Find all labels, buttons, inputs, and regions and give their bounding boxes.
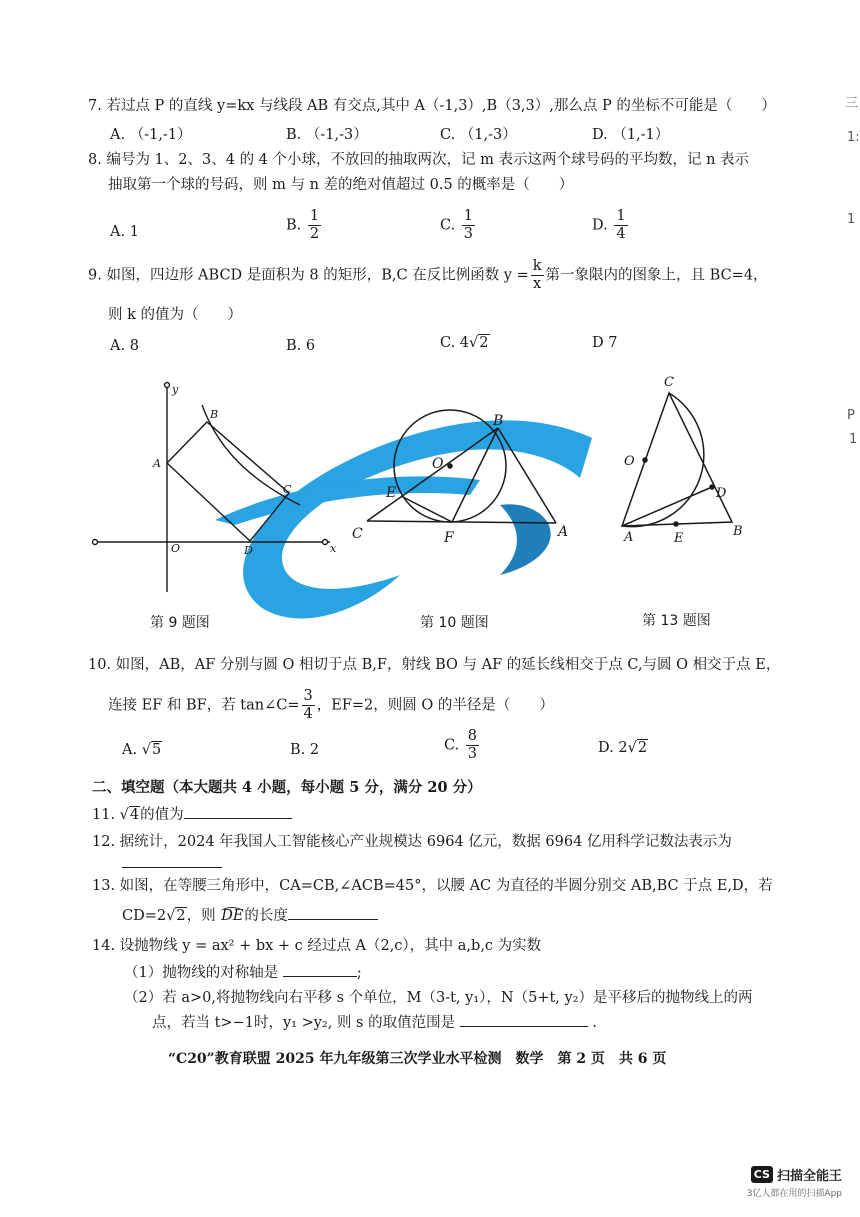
q8-c-fraction: $\frac{1}{3}$ [463,208,474,242]
q7-stem: 7. 若过点 P 的直线 y=kx 与线段 AB 有交点,其中 A（-1,3）,B（3,3）,那么点 P 的坐标不可能是（ ） [88,98,776,114]
q14-part2-line1: （2）若 a>0,将抛物线向右平移 s 个单位，M（3-t, y₁），N（5+t, y₂）是平移后的抛物线上的两 [124,990,753,1006]
q10-d-sqrt: √2 [627,740,648,756]
q7-option-d: D. （1,-1） [592,127,670,143]
fig10-label-o: O [432,456,444,472]
fig9-label-b: B [210,408,219,421]
fig10-label-e: E [386,485,397,501]
q7-option-b: B. （-1,-3） [286,127,368,143]
q14-part2-line2: 点，若当 t>−1时，y₁ >y₂, 则 s 的取值范围是 . [152,1012,597,1033]
q8-option-b: B. $\frac{1}{2}$ [286,208,320,242]
q11: 11. √4的值为 [92,804,292,825]
section-2-heading: 二、填空题（本大题共 4 小题，每小题 5 分，满分 20 分） [92,779,482,796]
fig10-label-f: F [444,530,454,546]
edge-mark-3: 1 [847,212,856,227]
q9-line2: 则 k 的值为（ ） [108,307,243,323]
fig13-triangle [622,393,732,526]
q11-answer-blank[interactable] [184,804,292,819]
fig9-label-c: C [283,483,292,496]
q10-a-sqrt: √5 [141,742,162,758]
q13-line1: 13. 如图，在等腰三角形中，CA=CB,∠ACB=45°，以腰 AC 为直径的半圆分别交 AB,BC 于点 E,D，若 [92,878,773,894]
q14-part1: （1）抛物线的对称轴是 ; [124,962,362,983]
q10-line2: 连接 EF 和 BF，若 tan∠C= $\frac{3}{4}$ ，EF=2，则圆 O 的半径是（ ） [108,688,554,722]
figure-9-caption: 第 9 题图 [150,615,210,631]
q14-part1-blank[interactable] [283,962,357,977]
q9-option-c: C. 4√2 [440,335,489,351]
q10-option-b: B. 2 [290,742,320,758]
scanner-tagline: 3亿人都在用的扫描App [746,1189,842,1199]
q9-c-sqrt: √2 [469,335,489,351]
q13-line2: CD=2√2，则 DE的长度 [122,905,378,926]
q11-sqrt: √4 [119,807,140,823]
q13-sqrt: √2 [166,908,186,924]
fig10-line-ef [401,496,452,522]
scanner-badge-icon: CS [751,1166,773,1183]
fig9-label-x: x [330,542,337,555]
q9-option-d: D 7 [592,335,618,351]
q10-option-a: A. √5 [122,742,162,758]
figure-13-caption: 第 13 题图 [642,613,711,629]
q10-line1: 10. 如图，AB，AF 分别与圆 O 相切于点 B,F，射线 BO 与 AF 的延长线相交于点 C,与圆 O 相交于点 E， [88,657,781,673]
q13-arc-de: DE [221,908,244,924]
fig13-label-o: O [624,454,635,469]
edge-mark-2: 1: [847,130,860,145]
q9-fraction: $\frac{k}{x}$ [532,258,542,292]
q7-option-c: C. （1,-3） [440,127,517,143]
figure-9-labels [152,383,337,557]
fig13-label-c: C [664,375,674,390]
fig10-label-a: A [558,524,569,540]
q9-option-a: A. 8 [110,338,139,354]
q10-fraction: $\frac{3}{4}$ [303,688,313,722]
q8-option-d: D. $\frac{1}{4}$ [592,208,626,242]
fig9-label-y: y [172,383,179,396]
fig13-label-e: E [674,531,684,546]
q8-line1: 8. 编号为 1、2、3、4 的 4 个小球，不放回的抽取两次，记 m 表示这两个球号码的平均数，记 n 表示 [88,152,750,168]
fig9-label-o: O [171,542,181,555]
q10-c-fraction: $\frac{8}{3}$ [467,728,478,762]
q8-option-a: A. 1 [110,224,139,240]
fig9-label-d: D [244,544,253,557]
q14-part2-blank[interactable] [460,1012,588,1027]
q8-d-fraction: $\frac{1}{4}$ [616,208,626,242]
fig13-label-b: B [733,524,743,539]
page-footer: “C20”教育联盟 2025 年九年级第三次学业水平检测 数学 第 2 页 共 6 页 [168,1051,667,1067]
fig10-label-c: C [352,526,363,542]
scanner-app-name: 扫描全能王 [776,1169,842,1184]
q10-option-d: D. 2√2 [598,740,648,756]
q12-blank-line [122,853,222,874]
fig13-label-d: D [716,486,727,501]
figure-13 [622,393,732,527]
q14-line1: 14. 设抛物线 y = ax² + bx + c 经过点 A（2,c），其中 a,b,c 为实数 [92,938,542,954]
edge-mark-1: 三 [845,96,859,111]
q12-line1: 12. 据统计，2024 年我国人工智能核心产业规模达 6964 亿元，数据 6964 亿用科学记数法表示为 [92,834,732,850]
figure-13-labels [623,375,743,546]
q7-option-a: A. （-1,-1） [110,127,192,143]
q9-option-b: B. 6 [286,338,316,354]
q8-line2: 抽取第一个球的号码，则 m 与 n 差的绝对值超过 0.5 的概率是（ ） [108,177,574,193]
q8-b-fraction: $\frac{1}{2}$ [309,208,320,242]
fig10-label-b: B [493,413,504,429]
fig13-label-a: A [624,530,634,545]
fig13-line-ad [622,487,712,526]
watermark-logo [215,420,592,618]
q10-option-c: C. $\frac{8}{3}$ [444,728,478,762]
scanner-watermark [747,1165,842,1199]
edge-mark-4: P [847,408,855,423]
q8-option-c: C. $\frac{1}{3}$ [440,208,474,242]
fig9-label-a: A [153,457,161,470]
figure-10-caption: 第 10 题图 [420,615,489,631]
q13-answer-blank[interactable] [288,905,378,920]
q9-line1: 9. 如图，四边形 ABCD 是面积为 8 的矩形，B,C 在反比例函数 y = $\frac{k}{x}$ 第一象限内的图象上，且 BC=4， [88,258,768,292]
edge-mark-5: 1 [849,432,858,447]
q12-answer-blank[interactable] [122,853,222,868]
